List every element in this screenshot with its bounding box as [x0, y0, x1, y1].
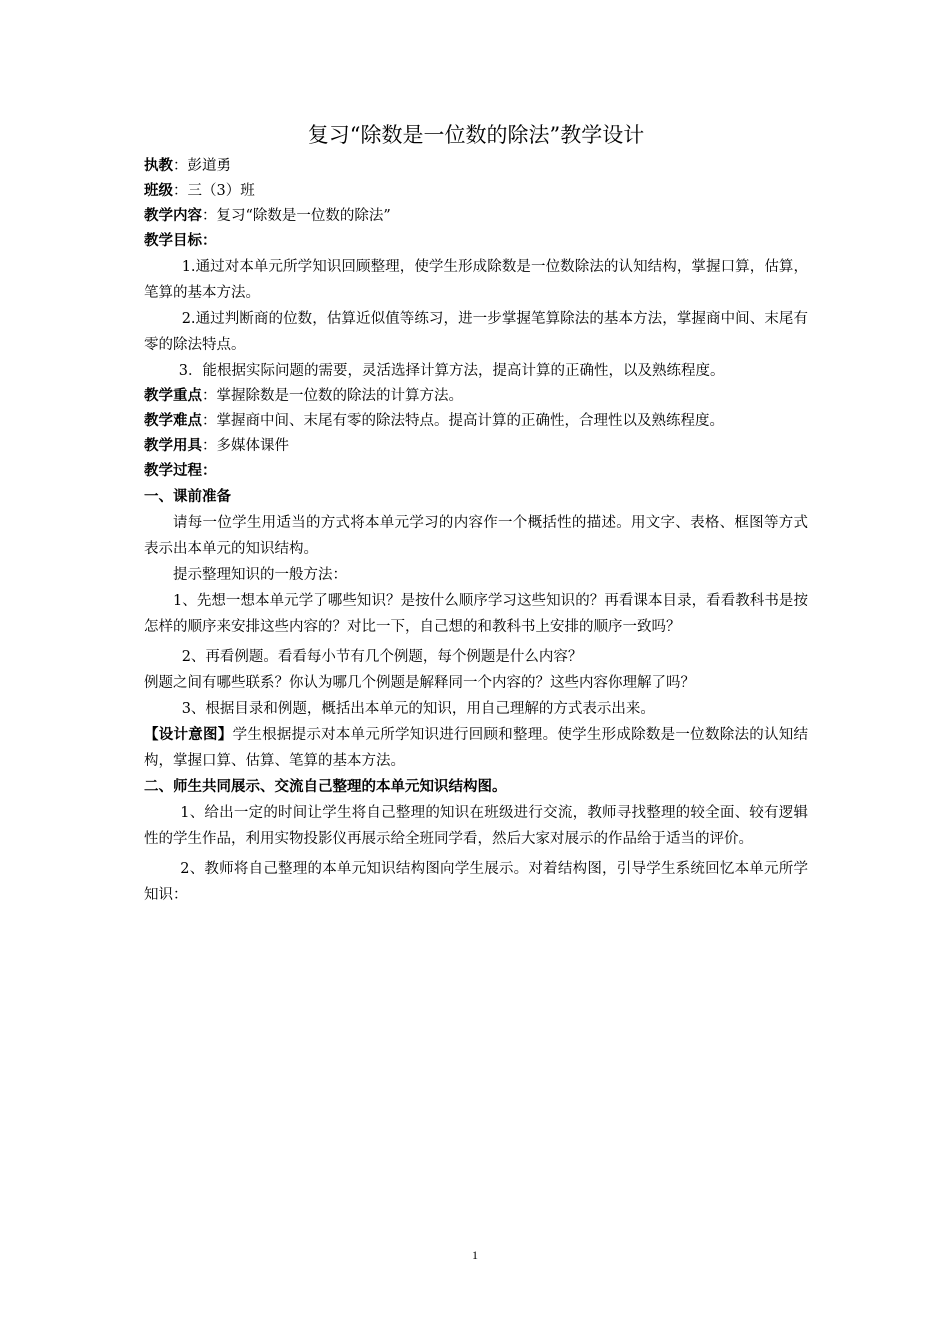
difficulty-line: [144, 409, 808, 434]
section1-step2b: 例题之间有哪些联系？你认为哪几个例题是解释同一个内容的？这些内容你理解了吗？: [144, 675, 695, 691]
section1-step1: 1、先想一想本单元学了哪些知识？是按什么顺序学习这些知识的？再看课本目录，看看教科书是按怎样的顺序来安排这些内容的？对比一下，自己想的和教科书上安排的顺序一致吗？: [144, 593, 808, 635]
teacher-value: ：彭道勇: [173, 158, 231, 174]
section2-heading: 二、师生共同展示、交流自己整理的本单元知识结构图。: [144, 779, 507, 795]
section2-step1: 1、给出一定的时间让学生将自己整理的知识在班级进行交流，教师寻找整理的较全面、较有逻辑性的学生作品，利用实物投影仪再展示给全班同学看，然后大家对展示的作品给于适当的评价。: [144, 805, 808, 847]
teacher-label: 执教: [144, 158, 173, 174]
section1-step2a: 2、再看例题。看看每小节有几个例题，每个例题是什么内容？: [181, 649, 583, 665]
focus-line: [144, 384, 808, 409]
goal-item-1: 1.通过对本单元所学知识回顾整理，使学生形成除数是一位数除法的认知结构，掌握口算，估算，笔算的基本方法。: [144, 259, 808, 301]
tools-label: 教学用具: [144, 438, 202, 454]
section1-heading: 一、课前准备: [144, 489, 231, 505]
document-title: 复习“除数是一位数的除法”教学设计: [307, 123, 645, 147]
goal-item-2: 2.通过判断商的位数，估算近似值等练习，进一步掌握笔算除法的基本方法，掌握商中间、末尾有零的除法特点。: [144, 311, 808, 353]
content-line: [144, 204, 808, 229]
process-heading: [144, 459, 808, 484]
difficulty-label: 教学难点: [144, 413, 202, 429]
goals-label: 教学目标：: [144, 233, 217, 249]
section1-step3: 3、根据目录和例题，概括出本单元的知识，用自己理解的方式表示出来。: [181, 701, 655, 717]
process-label: 教学过程：: [144, 463, 217, 479]
document-page: [144, 118, 808, 908]
goals-heading: [144, 229, 808, 254]
focus-value: ：掌握除数是一位数的除法的计算方法。: [202, 388, 463, 404]
section1-hint: 提示整理知识的一般方法：: [173, 567, 347, 583]
content-value: ：复习“除数是一位数的除法”: [202, 208, 391, 224]
design-intent-text: 学生根据提示对本单元所学知识进行回顾和整理。使学生形成除数是一位数除法的认知结构，掌握口算、估算、笔算的基本方法。: [144, 727, 809, 769]
section1-intro: 请每一位学生用适当的方式将本单元学习的内容作一个概括性的描述。用文字、表格、框图等方式表示出本单元的知识结构。: [144, 515, 808, 557]
difficulty-value: ：掌握商中间、末尾有零的除法特点。提高计算的正确性，合理性以及熟练程度。: [202, 413, 724, 429]
class-line: [144, 179, 808, 204]
design-intent-label: 【设计意图】: [144, 727, 233, 743]
focus-label: 教学重点: [144, 388, 202, 404]
tools-line: [144, 434, 808, 459]
class-label: 班级: [144, 183, 173, 199]
teacher-line: [144, 154, 808, 179]
section2-step2: 2、教师将自己整理的本单元知识结构图向学生展示。对着结构图，引导学生系统回忆本单元所学知识：: [144, 861, 808, 903]
content-label: 教学内容: [144, 208, 202, 224]
tools-value: ：多媒体课件: [202, 438, 289, 454]
class-value: ：三（3）班: [173, 183, 255, 199]
page-number: 1: [472, 1248, 478, 1262]
goal-item-3: 3．能根据实际问题的需要，灵活选择计算方法，提高计算的正确性，以及熟练程度。: [178, 363, 725, 379]
design-intent: [144, 722, 808, 774]
